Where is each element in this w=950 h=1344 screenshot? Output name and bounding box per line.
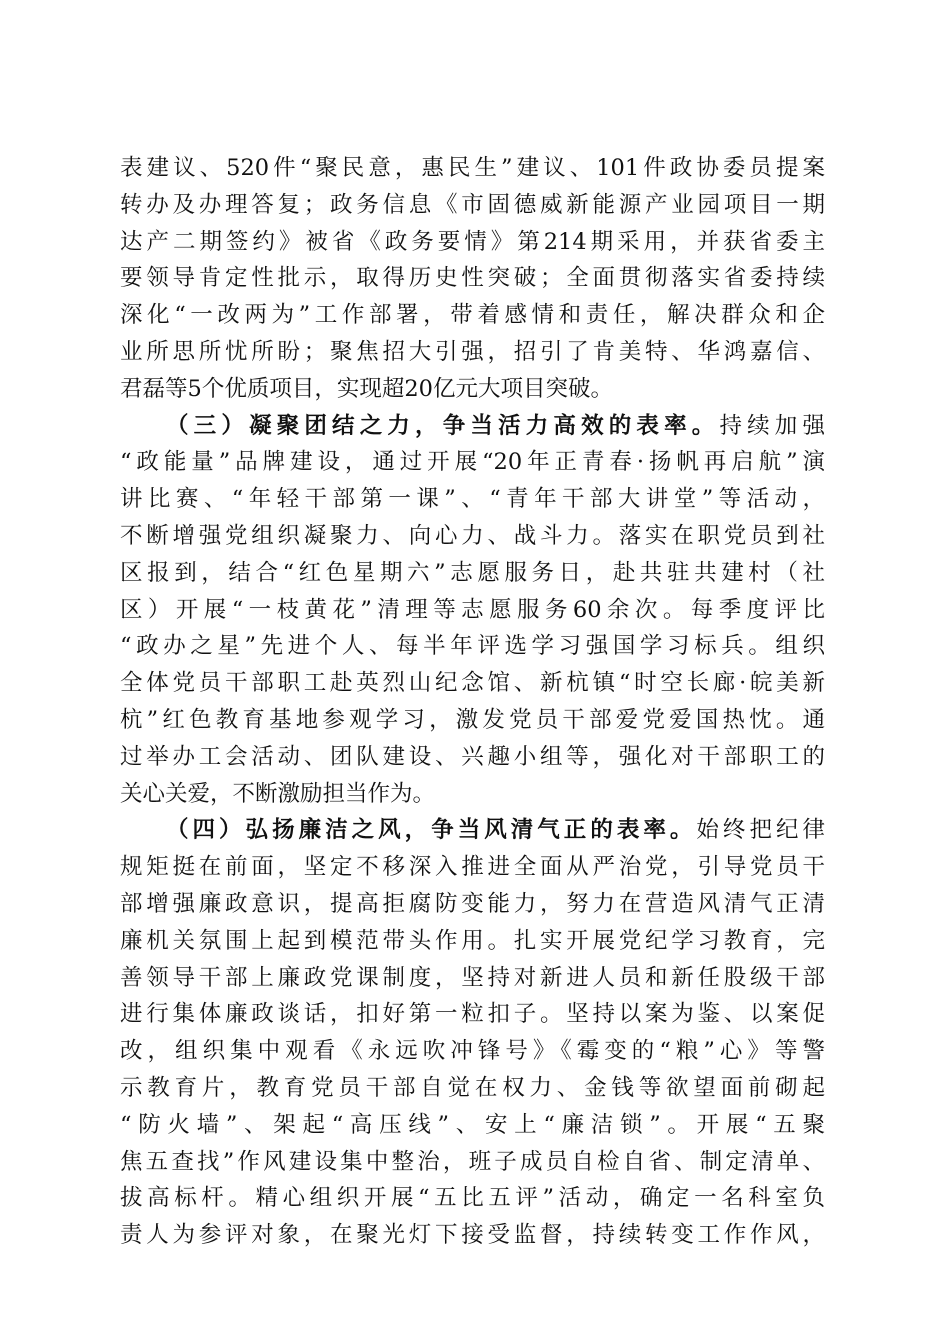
paragraph-line: 君磊等5个优质项目，实现超20亿元大项目突破。	[120, 375, 613, 402]
paragraph-line: 廉机关氛围上起到模范带头作用。扎实开展党纪学习教育，完	[120, 927, 825, 954]
paragraph-previous-continued	[120, 150, 825, 408]
section-heading-three: （三）凝聚团结之力，争当活力高效的表率。	[166, 412, 720, 439]
paragraph-line: 区报到，结合“红色星期六”志愿服务日，赴共驻共建村（社	[120, 559, 825, 586]
paragraph-line: 规矩挺在前面，坚定不移深入推进全面从严治党，引导党员干	[120, 854, 825, 881]
document-body	[120, 150, 825, 1254]
paragraph-line: “政办之星”先进个人、每半年评选学习强国学习标兵。组织	[120, 633, 825, 660]
section-heading-four: （四）弘扬廉洁之风，争当风清气正的表率。	[166, 817, 697, 844]
paragraph-first-line	[120, 408, 825, 445]
paragraph-section-four	[120, 812, 825, 1254]
paragraph-line: 过举办工会活动、团队建设、兴趣小组等，强化对干部职工的	[120, 743, 825, 770]
heading-trailing-text: 持续加强	[719, 412, 825, 439]
paragraph-line: 要领导肯定性批示，取得历史性突破；全面贯彻落实省委持续	[120, 265, 825, 292]
heading-trailing-text: 始终把纪律	[696, 817, 825, 844]
paragraph-line: 讲比赛、“年轻干部第一课”、“青年干部大讲堂”等活动，	[120, 486, 825, 513]
paragraph-line: “防火墙”、架起“高压线”、安上“廉洁锁”。开展“五聚	[120, 1111, 825, 1138]
paragraph-line: 善领导干部上廉政党课制度，坚持对新进人员和新任股级干部	[120, 964, 825, 991]
paragraph-line: 表建议、520件“聚民意，惠民生”建议、101件政协委员提案	[120, 155, 825, 181]
paragraph-line: 改，组织集中观看《永远吹冲锋号》《霉变的“粮”心》等警	[120, 1038, 825, 1065]
paragraph-line: 杭”红色教育基地参观学习，激发党员干部爱党爱国热忱。通	[120, 706, 825, 733]
paragraph-line: “政能量”品牌建设，通过开展“20年正青春·扬帆再启航”演	[120, 449, 825, 476]
paragraph-first-line	[120, 812, 825, 849]
paragraph-line: 全体党员干部职工赴英烈山纪念馆、新杭镇“时空长廊·皖美新	[120, 670, 825, 697]
paragraph-line: 示教育片，教育党员干部自觉在权力、金钱等欲望面前砌起	[120, 1074, 825, 1101]
paragraph-line: 部增强廉政意识，提高拒腐防变能力，努力在营造风清气正清	[120, 890, 825, 917]
paragraph-line: 区）开展“一枝黄花”清理等志愿服务60余次。每季度评比	[120, 596, 825, 623]
paragraph-line: 进行集体廉政谈话，扣好第一粒扣子。坚持以案为鉴、以案促	[120, 1001, 825, 1028]
paragraph-line: 责人为参评对象，在聚光灯下接受监督，持续转变工作作风，	[120, 1222, 825, 1249]
paragraph-line: 达产二期签约》被省《政务要情》第214期采用，并获省委主	[120, 228, 825, 255]
paragraph-line: 业所思所忧所盼；聚焦招大引强，招引了肯美特、华鸿嘉信、	[120, 338, 825, 365]
paragraph-line: 拔高标杆。精心组织开展“五比五评”活动，确定一名科室负	[120, 1185, 825, 1212]
paragraph-line: 深化“一改两为”工作部署，带着感情和责任，解决群众和企	[120, 302, 825, 329]
paragraph-section-three	[120, 408, 825, 813]
paragraph-line: 焦五查找”作风建设集中整治，班子成员自检自省、制定清单、	[120, 1148, 825, 1175]
paragraph-line: 转办及办理答复；政务信息《市固德威新能源产业园项目一期	[120, 191, 825, 218]
paragraph-line: 不断增强党组织凝聚力、向心力、战斗力。落实在职党员到社	[120, 522, 825, 549]
paragraph-line: 关心关爱，不断激励担当作为。	[120, 780, 436, 807]
